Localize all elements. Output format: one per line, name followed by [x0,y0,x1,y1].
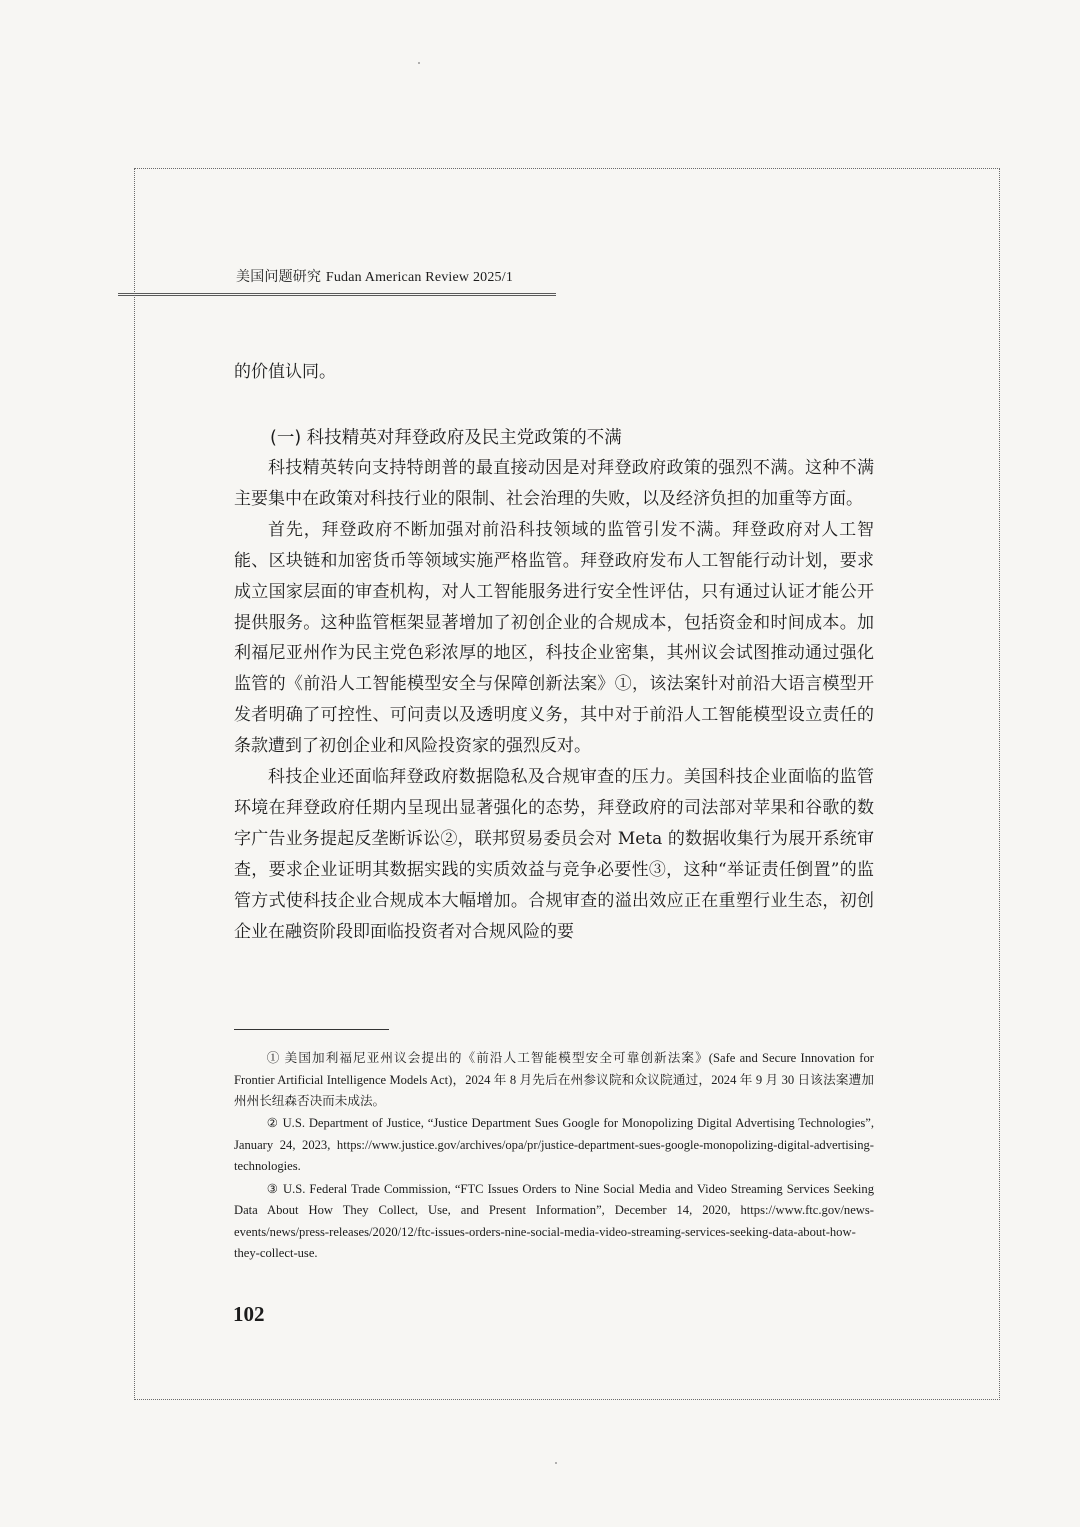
footnote-rule [234,1029,389,1030]
section-heading: (一) 科技精英对拜登政府及民主党政策的不满 [270,428,622,448]
page-number: 102 [233,1302,265,1326]
footnote: ① 美国加利福尼亚州议会提出的《前沿人工智能模型安全可靠创新法案》(Safe and Secure Innovation for Frontier Artificial Intelligence Models Act)，2024 年 8 月先后在州参议院和众议院通过，2024 年 9 月 30 日该法案遭加州州长纽森否决而未成法。 [234,1051,874,1109]
scan-speck [418,62,420,64]
footnote: ② U.S. Department of Justice, “Justice Department Sues Google for Monopolizing Digital Advertising Technologies”, January 24, 2023, https://www.justice.gov/archives/opa/pr/justice-department-sues-google-monopolizing-digital-advertising-technologies. [234,1116,874,1174]
header-rule [118,293,556,296]
running-header [236,266,566,286]
journal-title-cn: 美国问题研究 [236,269,322,285]
paragraph: 科技精英转向支持特朗普的最直接动因是对拜登政府政策的强烈不满。这种不满主要集中在政策对科技行业的限制、社会治理的失败，以及经济负担的加重等方面。 [234,458,874,509]
footnotes [234,1048,874,1265]
journal-title-en: Fudan American Review 2025/1 [325,270,514,285]
body-text [234,453,874,948]
paragraph: 科技企业还面临拜登政府数据隐私及合规审查的压力。美国科技企业面临的监管环境在拜登政府任期内呈现出显著强化的态势，拜登政府的司法部对苹果和谷歌的数字广告业务提起反垄断诉讼②，联邦贸易委员会对 Meta 的数据收集行为展开系统审查，要求企业证明其数据实践的实质效益与竞争必要性③，这种“举证责任倒置”的监管方式使科技企业合规成本大幅增加。合规审查的溢出效应正在重塑行业生态，初创企业在融资阶段即面临投资者对合规风险的要 [234,767,874,942]
continuation-text-block [234,357,874,388]
scan-speck [555,1462,557,1464]
paragraph: 首先，拜登政府不断加强对前沿科技领域的监管引发不满。拜登政府对人工智能、区块链和加密货币等领域实施严格监管。拜登政府发布人工智能行动计划，要求成立国家层面的审查机构，对人工智能服务进行安全性评估，只有通过认证才能公开提供服务。这种监管框架显著增加了初创企业的合规成本，包括资金和时间成本。加利福尼亚州作为民主党色彩浓厚的地区，科技企业密集，其州议会试图推动通过强化监管的《前沿人工智能模型安全与保障创新法案》①，该法案针对前沿大语言模型开发者明确了可控性、可问责以及透明度义务，其中对于前沿人工智能模型设立责任的条款遭到了初创企业和风险投资家的强烈反对。 [234,519,874,757]
continuation-line: 的价值认同。 [234,362,336,382]
footnote: ③ U.S. Federal Trade Commission, “FTC Issues Orders to Nine Social Media and Video Streaming Services Seeking Data About How They Collect, Use, and Present Information”, December 14, 2020, https://www.ftc.gov/news-events/news/press-releases/2020/12/ftc-issues-orders-nine-social-media-video-streaming-services-seeking-data-about-how-they-collect-use. [234,1181,874,1261]
